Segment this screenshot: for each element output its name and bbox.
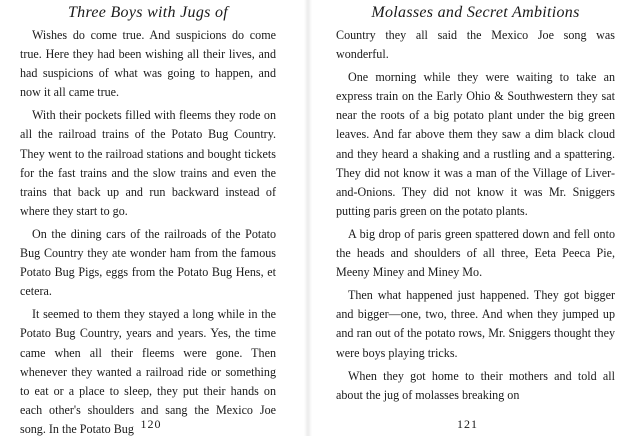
paragraph: It seemed to them they stayed a long while in the Potato Bug Country, years and years. Yes, the time came when all their fleems were gone. Then whenever they wanted a railroad ride or something to eat or a place to sleep, they put their hands on each other's shoulders and sang the Mexico Joe song. In the Potato Bug xyxy=(20,307,276,436)
paragraph: Then what happened just happened. They got bigger and bigger—one, two, three. And when they jumped up and ran out of the potato rows, Mr. Sniggers thought they were boys playing tricks. xyxy=(336,288,615,360)
left-page xyxy=(0,0,302,436)
book-gutter xyxy=(304,0,312,436)
page-number-right: 121 xyxy=(457,417,478,431)
paragraph: Wishes do come true. And suspicions do come true. Here they had been wishing all their lives, and had suspicions of what was going to happen, and now it all came true. xyxy=(20,28,276,100)
page-number-left: 120 xyxy=(140,417,162,431)
right-page xyxy=(316,0,619,436)
running-head-left: Three Boys with Jugs of xyxy=(67,4,229,21)
paragraph: When they got home to their mothers and told all about the jug of molasses breaking on xyxy=(336,368,615,402)
paragraph: Country they all said the Mexico Joe song was wonderful. xyxy=(336,28,615,62)
paragraph: A big drop of paris green spattered down and fell onto the heads and shoulders of all three, Eeta Peeca Pie, Meeny Miney and Miney Mo. xyxy=(336,226,615,280)
running-head-right: Molasses and Secret Ambitions xyxy=(371,4,580,21)
paragraph: With their pockets filled with fleems they rode on all the railroad trains of the Potato Bug Country. They went to the railroad stations and bought tickets for the fast trains and the slow trains and even the trains that back up and run backward instead of where they start to go. xyxy=(20,108,276,218)
paragraph: One morning while they were waiting to take an express train on the Early Ohio & Southwestern they sat near the roots of a big potato plant under the big green leaves. And far above them they saw a dim black cloud and they heard a shaking and a rustling and a spattering. They did not know it was a man of the Village of Liver-and-Onions. They did not know it was Mr. Sniggers putting paris green on the potato plants. xyxy=(336,70,615,218)
paragraph: On the dining cars of the railroads of the Potato Bug Country they ate wonder ham from the famous Potato Bug Pigs, eggs from the Potato Bug Hens, et cetera. xyxy=(20,226,276,299)
